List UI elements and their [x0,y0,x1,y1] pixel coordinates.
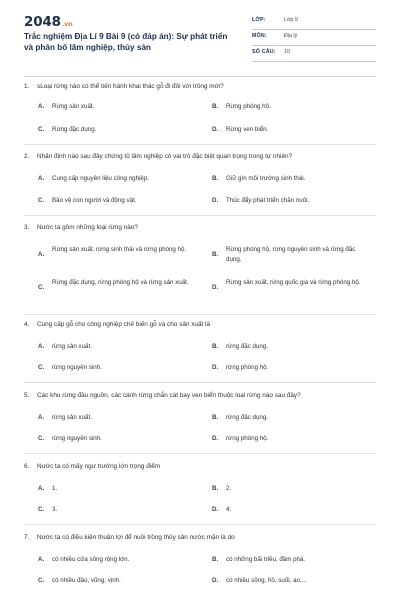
meta-row-class [252,14,376,30]
option-letter: D. [212,284,219,291]
option-text: rừng phòng hộ. [226,435,269,442]
document-title: Trắc nghiệm Địa Lí 9 Bài 9 (có đáp án): Sự phát triển và phân bố lâm nghiệp, thủy sản [24,32,228,52]
option-letter: C. [38,284,45,291]
option-text: rừng sản xuất. [52,414,92,421]
option-text: Giữ gìn môi trường sinh thái. [226,175,306,182]
option-letter: D. [212,197,219,204]
option-text: rừng nguyên sinh. [52,364,102,371]
question-number: 5. [24,392,30,399]
option-letter: C. [38,364,45,371]
question-4 [24,320,380,376]
question-stem [24,82,380,92]
option-text: Rừng sản xuất, rừng quốc gia và rừng phòng hộ. [226,279,361,286]
logo-text: 2048 [24,14,61,30]
option-text: có nhiều đảo, vũng, vịnh. [52,577,121,584]
option-text: có nhiều cửa sông rộng lớn. [52,556,130,563]
option-text: 4. [226,506,232,513]
meta-value: Lớp 9 [284,17,298,23]
meta-value: 10 [284,49,290,55]
option-text: rừng đặc dụng. [226,414,268,421]
meta-label: MÔN: [252,33,267,39]
question-stem [24,533,380,543]
question-text: Nước ta có điều kiện thuận lợi để nuôi trồng thủy sản nước mặn là do [37,534,235,541]
question-1 [24,82,380,138]
option-letter: B. [212,485,219,492]
option-letter: C. [38,197,45,204]
option-text: 1. [52,485,58,492]
question-stem [24,223,380,233]
site-logo[interactable] [24,14,73,30]
option-letter: C. [38,435,45,442]
question-stem [24,320,380,330]
option-letter: C. [38,577,45,584]
option-letter: B. [212,251,219,258]
option-letter: D. [212,577,219,584]
question-3 [24,223,380,309]
question-divider [24,524,376,525]
option-letter: B. [212,343,219,350]
option-text: Rừng sản xuất. [52,103,95,110]
meta-label: LỚP: [252,17,266,23]
option-letter: D. [212,126,219,133]
meta-row-subject [252,30,376,46]
meta-label: SỐ CÂU: [252,49,276,55]
question-number: 7. [24,534,30,541]
option-letter: C. [38,126,45,133]
option-text: rừng nguyên sinh. [52,435,102,442]
question-2 [24,152,380,208]
option-text: Rừng phòng hộ. [226,103,271,110]
option-text: Thúc đẩy phát triển chăn nuôi. [226,197,310,204]
option-text: rừng phòng hộ. [226,364,269,371]
question-divider [24,314,376,315]
option-text: rừng đặc dụng. [226,343,268,350]
question-number: 6. [24,463,30,470]
option-letter: A. [38,251,45,258]
question-text: sLoại rừng nào có thể tiến hành khai thác gỗ đi đôi với trồng mới? [37,83,224,90]
question-number: 2. [24,153,30,160]
option-text: Rừng đặc dụng, rừng phòng hộ và rừng sản xuất. [52,279,189,286]
option-letter: D. [212,506,219,513]
header-divider [24,76,376,77]
meta-table [252,14,376,62]
option-letter: C. [38,506,45,513]
option-text: rừng sản xuất. [52,343,92,350]
option-letter: B. [212,103,219,110]
question-text: Cung cấp gỗ cho công nghiệp chế biến gỗ và cho sản xuất là [37,321,211,328]
meta-row-count [252,46,376,62]
question-text: Nước ta có mấy ngư trường lớn trọng điểm [37,463,161,470]
option-text: có những bãi triều, đầm phá. [226,556,306,563]
question-text: Nhận định nào sau đây chứng tỏ lâm nghiệp có vai trò đặc biệt quan trọng trong tự nhiên? [37,153,293,160]
question-5 [24,391,380,447]
question-divider [24,215,376,216]
question-stem [24,152,380,162]
option-text: có nhiều sông, hồ, suối, ao,... [226,577,307,584]
option-letter: A. [38,556,45,563]
question-divider [24,144,376,145]
option-text: 2. [226,485,232,492]
option-text: Rừng sản xuất, rừng sinh thái và rừng phòng hộ. [52,246,187,253]
question-stem [24,391,380,401]
option-text: Bảo vệ con người và động vật. [52,197,137,204]
question-divider [24,453,376,454]
question-number: 3. [24,224,30,231]
option-text: Cung cấp nguyên liệu công nghiệp. [52,175,150,182]
option-text: Rừng đặc dụng. [52,126,97,133]
option-letter: D. [212,435,219,442]
option-text: Rừng ven biển. [226,126,269,133]
question-text: Nước ta gồm những loại rừng nào? [37,224,138,231]
question-text: Các khu rừng đầu nguồn, các cánh rừng chắn cát bay ven biển thuộc loại rừng nào sau đây? [37,392,301,399]
meta-value: Địa lý [284,33,298,39]
option-text: Rừng phòng hộ, rừng nguyên sinh và rừng đặc dụng. [226,246,356,263]
option-letter: A. [38,343,45,350]
question-number: 1. [24,83,30,90]
option-letter: A. [38,485,45,492]
option-letter: A. [38,103,45,110]
logo-suffix: .vn [61,20,73,28]
question-divider [24,382,376,383]
option-letter: A. [38,414,45,421]
option-letter: D. [212,364,219,371]
question-7 [24,533,380,593]
page-header [0,0,400,80]
question-6 [24,462,380,518]
option-letter: B. [212,556,219,563]
question-stem [24,462,380,472]
option-letter: B. [212,414,219,421]
option-letter: A. [38,175,45,182]
option-text: 3. [52,506,58,513]
option-letter: B. [212,175,219,182]
question-number: 4. [24,321,30,328]
